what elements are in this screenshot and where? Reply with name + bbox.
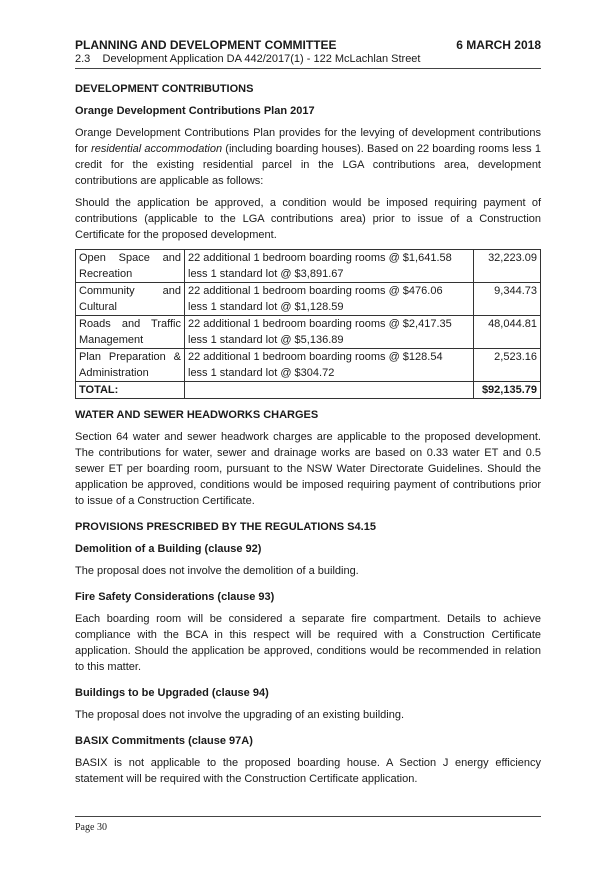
category-cell: Open Space and Recreation <box>76 250 185 283</box>
calculation-cell: 22 additional 1 bedroom boarding rooms @ $1,641.58 less 1 standard lot @ $3,891.67 <box>185 250 474 283</box>
amount-cell: 2,523.16 <box>474 349 541 382</box>
section-heading-contributions: DEVELOPMENT CONTRIBUTIONS <box>75 83 254 95</box>
fire-safety-paragraph: Each boarding room will be considered a separate fire compartment. Details to achieve compliance with the BCA in this respect will be required with a Construction Certificate application. Should the application be approved, conditions would be recommended in relation to this matter. <box>75 613 541 673</box>
category-cell: Community and Cultural <box>76 283 185 316</box>
main-content <box>75 81 541 793</box>
contributions-paragraph-2: Should the application be approved, a condition would be imposed requiring payment of contributions (applicable to the LGA contributions area) prior to issue of a Construction Certificate for the proposed development. <box>75 197 541 241</box>
category-cell: Plan Preparation & Administration <box>76 349 185 382</box>
page-header <box>75 38 541 52</box>
contributions-paragraph-1: Orange Development Contributions Plan provides for the levying of development contributions for residential accommodation (including boarding houses). Based on 22 boarding rooms less 1 credit for the existing residential parcel in the LGA contributions area, development contributions are applicable as follows: <box>75 127 541 187</box>
calculation-cell: 22 additional 1 bedroom boarding rooms @ $476.06 less 1 standard lot @ $1,128.59 <box>185 283 474 316</box>
page-number: Page 30 <box>75 822 107 833</box>
calculation-cell: 22 additional 1 bedroom boarding rooms @ $128.54 less 1 standard lot @ $304.72 <box>185 349 474 382</box>
basix-paragraph: BASIX is not applicable to the proposed boarding house. A Section J energy efficiency statement will be required with the Construction Certificate application. <box>75 757 541 785</box>
category-cell: Roads and Traffic Management <box>76 316 185 349</box>
agenda-item-title: 2.3 Development Application DA 442/2017(1) - 122 McLachlan Street <box>75 53 421 65</box>
amount-cell: 32,223.09 <box>474 250 541 283</box>
water-sewer-paragraph: Section 64 water and sewer headwork charges are applicable to the proposed development. The contributions for water, sewer and drainage works are based on 0.33 water ET and 0.5 sewer ET per boarding room, pursuant to the NSW Water Directorate Guidelines. Should the application be approved, conditions would be imposed requiring payment of contributions prior to issue of a Construction Certificate. <box>75 431 541 507</box>
table-row <box>76 316 541 349</box>
contributions-table <box>75 249 541 399</box>
demolition-paragraph: The proposal does not involve the demolition of a building. <box>75 565 359 577</box>
subheading-buildings-upgraded: Buildings to be Upgraded (clause 94) <box>75 687 269 699</box>
buildings-upgraded-paragraph: The proposal does not involve the upgrading of an existing building. <box>75 709 405 721</box>
subheading-basix: BASIX Commitments (clause 97A) <box>75 735 253 747</box>
total-empty-cell <box>185 382 474 399</box>
subheading-fire-safety: Fire Safety Considerations (clause 93) <box>75 591 275 603</box>
amount-cell: 48,044.81 <box>474 316 541 349</box>
table-row <box>76 349 541 382</box>
section-heading-water-sewer: WATER AND SEWER HEADWORKS CHARGES <box>75 409 319 421</box>
footer-divider <box>75 816 541 817</box>
committee-name: PLANNING AND DEVELOPMENT COMMITTEE <box>75 38 337 52</box>
subheading-demolition: Demolition of a Building (clause 92) <box>75 543 262 555</box>
emphasis-residential-accommodation: residential accommodation <box>91 143 223 155</box>
calculation-cell: 22 additional 1 bedroom boarding rooms @ $2,417.35 less 1 standard lot @ $5,136.89 <box>185 316 474 349</box>
subheading-contributions-plan: Orange Development Contributions Plan 2017 <box>75 105 315 117</box>
meeting-date: 6 MARCH 2018 <box>456 38 541 52</box>
header-divider <box>75 68 541 69</box>
table-total-row <box>76 382 541 399</box>
total-label: TOTAL: <box>76 382 185 399</box>
total-amount: $92,135.79 <box>474 382 541 399</box>
table-row <box>76 250 541 283</box>
section-heading-provisions: PROVISIONS PRESCRIBED BY THE REGULATIONS S4.15 <box>75 521 376 533</box>
amount-cell: 9,344.73 <box>474 283 541 316</box>
table-row <box>76 283 541 316</box>
